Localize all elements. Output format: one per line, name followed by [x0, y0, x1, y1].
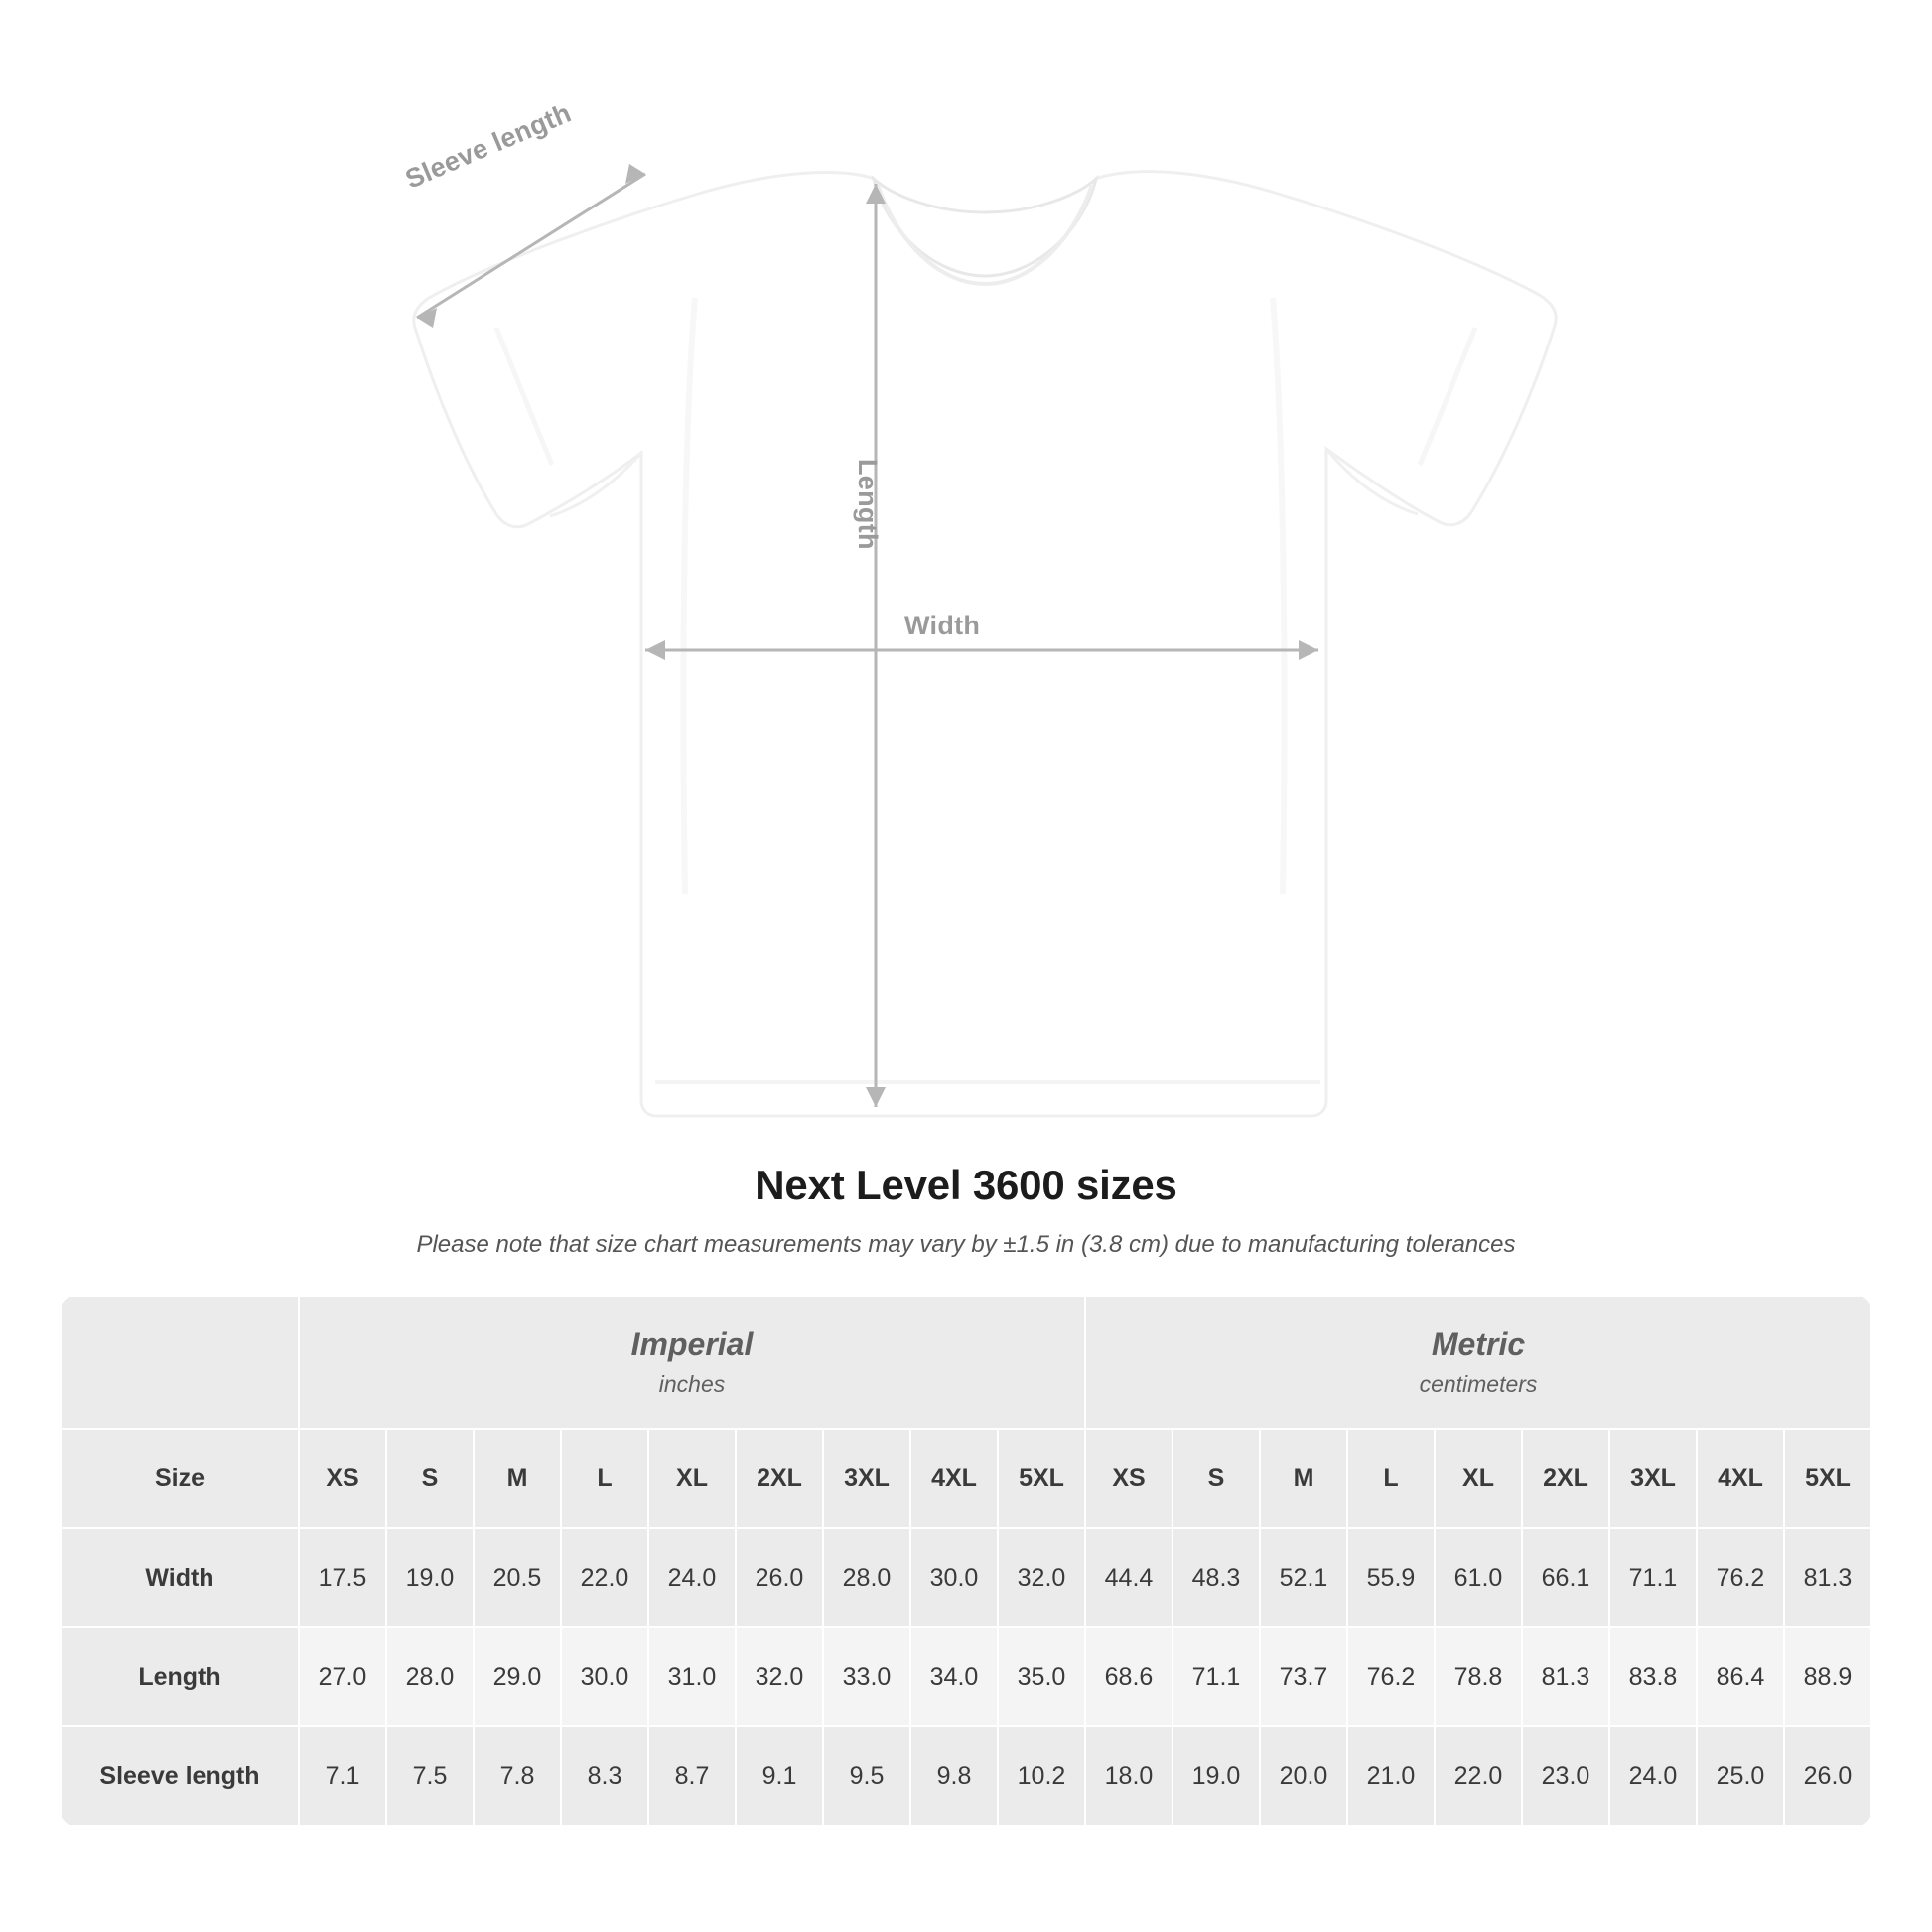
cell-length-imperial-4xl: 34.0 [910, 1627, 998, 1726]
cell-width-imperial-4xl: 30.0 [910, 1528, 998, 1627]
row-label-width: Width [61, 1528, 299, 1627]
cell-sleeve-length-imperial-xs: 7.1 [299, 1726, 386, 1826]
cell-length-metric-xs: 68.6 [1085, 1627, 1173, 1726]
table-size-header-row [61, 1429, 1871, 1528]
cell-sleeve-length-metric-s: 19.0 [1173, 1726, 1260, 1826]
row-label-length: Length [61, 1627, 299, 1726]
cell-length-imperial-2xl: 32.0 [736, 1627, 823, 1726]
cell-width-imperial-xs: 17.5 [299, 1528, 386, 1627]
cell-width-metric-4xl: 76.2 [1697, 1528, 1784, 1627]
size-header-2xl-metric: 2XL [1522, 1429, 1609, 1528]
cell-sleeve-length-metric-m: 20.0 [1260, 1726, 1347, 1826]
cell-length-metric-l: 76.2 [1347, 1627, 1435, 1726]
chart-heading [0, 1162, 1932, 1259]
size-header-l-metric: L [1347, 1429, 1435, 1528]
cell-length-imperial-l: 30.0 [561, 1627, 648, 1726]
size-header-5xl-imperial: 5XL [998, 1429, 1085, 1528]
cell-length-metric-m: 73.7 [1260, 1627, 1347, 1726]
size-header-s-imperial: S [386, 1429, 474, 1528]
cell-width-metric-2xl: 66.1 [1522, 1528, 1609, 1627]
size-header-m-metric: M [1260, 1429, 1347, 1528]
cell-width-metric-5xl: 81.3 [1784, 1528, 1871, 1627]
width-dimension-label: Width [904, 611, 981, 640]
table-row [61, 1627, 1871, 1726]
cell-width-imperial-s: 19.0 [386, 1528, 474, 1627]
unit-group-unit: centimeters [1419, 1371, 1538, 1397]
cell-sleeve-length-imperial-xl: 8.7 [648, 1726, 736, 1826]
cell-sleeve-length-imperial-5xl: 10.2 [998, 1726, 1085, 1826]
cell-length-metric-s: 71.1 [1173, 1627, 1260, 1726]
size-header-s-metric: S [1173, 1429, 1260, 1528]
size-column-header: Size [61, 1429, 299, 1528]
table-row [61, 1528, 1871, 1627]
cell-width-imperial-2xl: 26.0 [736, 1528, 823, 1627]
cell-length-imperial-5xl: 35.0 [998, 1627, 1085, 1726]
size-header-xl-imperial: XL [648, 1429, 736, 1528]
size-header-3xl-metric: 3XL [1609, 1429, 1697, 1528]
cell-width-imperial-3xl: 28.0 [823, 1528, 910, 1627]
unit-group-header-metric [1085, 1296, 1871, 1429]
page-title: Next Level 3600 sizes [755, 1162, 1177, 1208]
sleeve-length-dimension-label: Sleeve length [401, 97, 576, 195]
unit-group-header-imperial [299, 1296, 1085, 1429]
cell-length-imperial-3xl: 33.0 [823, 1627, 910, 1726]
table-corner-cell [61, 1296, 299, 1429]
cell-length-metric-5xl: 88.9 [1784, 1627, 1871, 1726]
cell-length-metric-3xl: 83.8 [1609, 1627, 1697, 1726]
row-label-sleeve-length: Sleeve length [61, 1726, 299, 1826]
cell-length-metric-2xl: 81.3 [1522, 1627, 1609, 1726]
unit-group-name: Metric [1431, 1326, 1526, 1362]
cell-width-metric-s: 48.3 [1173, 1528, 1260, 1627]
cell-sleeve-length-imperial-s: 7.5 [386, 1726, 474, 1826]
size-header-xl-metric: XL [1435, 1429, 1522, 1528]
cell-length-metric-4xl: 86.4 [1697, 1627, 1784, 1726]
cell-sleeve-length-metric-5xl: 26.0 [1784, 1726, 1871, 1826]
size-header-2xl-imperial: 2XL [736, 1429, 823, 1528]
size-header-4xl-metric: 4XL [1697, 1429, 1784, 1528]
cell-length-imperial-m: 29.0 [474, 1627, 561, 1726]
cell-length-imperial-xs: 27.0 [299, 1627, 386, 1726]
size-table [60, 1295, 1872, 1827]
cell-sleeve-length-metric-2xl: 23.0 [1522, 1726, 1609, 1826]
cell-sleeve-length-imperial-m: 7.8 [474, 1726, 561, 1826]
unit-group-unit: inches [658, 1371, 726, 1397]
size-header-xs-metric: XS [1085, 1429, 1173, 1528]
cell-width-imperial-l: 22.0 [561, 1528, 648, 1627]
size-header-m-imperial: M [474, 1429, 561, 1528]
cell-length-metric-xl: 78.8 [1435, 1627, 1522, 1726]
size-header-xs-imperial: XS [299, 1429, 386, 1528]
table-unit-header-row [61, 1296, 1871, 1429]
cell-width-metric-xs: 44.4 [1085, 1528, 1173, 1627]
length-dimension-label: Length [853, 459, 883, 550]
unit-group-name: Imperial [630, 1326, 754, 1362]
cell-length-imperial-s: 28.0 [386, 1627, 474, 1726]
cell-sleeve-length-metric-4xl: 25.0 [1697, 1726, 1784, 1826]
tolerance-note: Please note that size chart measurements may vary by ±1.5 in (3.8 cm) due to manufacturing tolerances [416, 1231, 1516, 1258]
cell-width-metric-xl: 61.0 [1435, 1528, 1522, 1627]
cell-sleeve-length-imperial-2xl: 9.1 [736, 1726, 823, 1826]
cell-width-metric-3xl: 71.1 [1609, 1528, 1697, 1627]
cell-width-metric-l: 55.9 [1347, 1528, 1435, 1627]
cell-width-imperial-5xl: 32.0 [998, 1528, 1085, 1627]
cell-sleeve-length-metric-xs: 18.0 [1085, 1726, 1173, 1826]
cell-width-metric-m: 52.1 [1260, 1528, 1347, 1627]
cell-length-imperial-xl: 31.0 [648, 1627, 736, 1726]
size-header-5xl-metric: 5XL [1784, 1429, 1871, 1528]
size-header-l-imperial: L [561, 1429, 648, 1528]
cell-sleeve-length-imperial-l: 8.3 [561, 1726, 648, 1826]
size-header-3xl-imperial: 3XL [823, 1429, 910, 1528]
size-header-4xl-imperial: 4XL [910, 1429, 998, 1528]
table-row [61, 1726, 1871, 1826]
size-table-wrapper [60, 1295, 1872, 1827]
cell-width-imperial-xl: 24.0 [648, 1528, 736, 1627]
cell-sleeve-length-metric-l: 21.0 [1347, 1726, 1435, 1826]
cell-sleeve-length-imperial-3xl: 9.5 [823, 1726, 910, 1826]
cell-sleeve-length-imperial-4xl: 9.8 [910, 1726, 998, 1826]
cell-sleeve-length-metric-xl: 22.0 [1435, 1726, 1522, 1826]
cell-width-imperial-m: 20.5 [474, 1528, 561, 1627]
cell-sleeve-length-metric-3xl: 24.0 [1609, 1726, 1697, 1826]
